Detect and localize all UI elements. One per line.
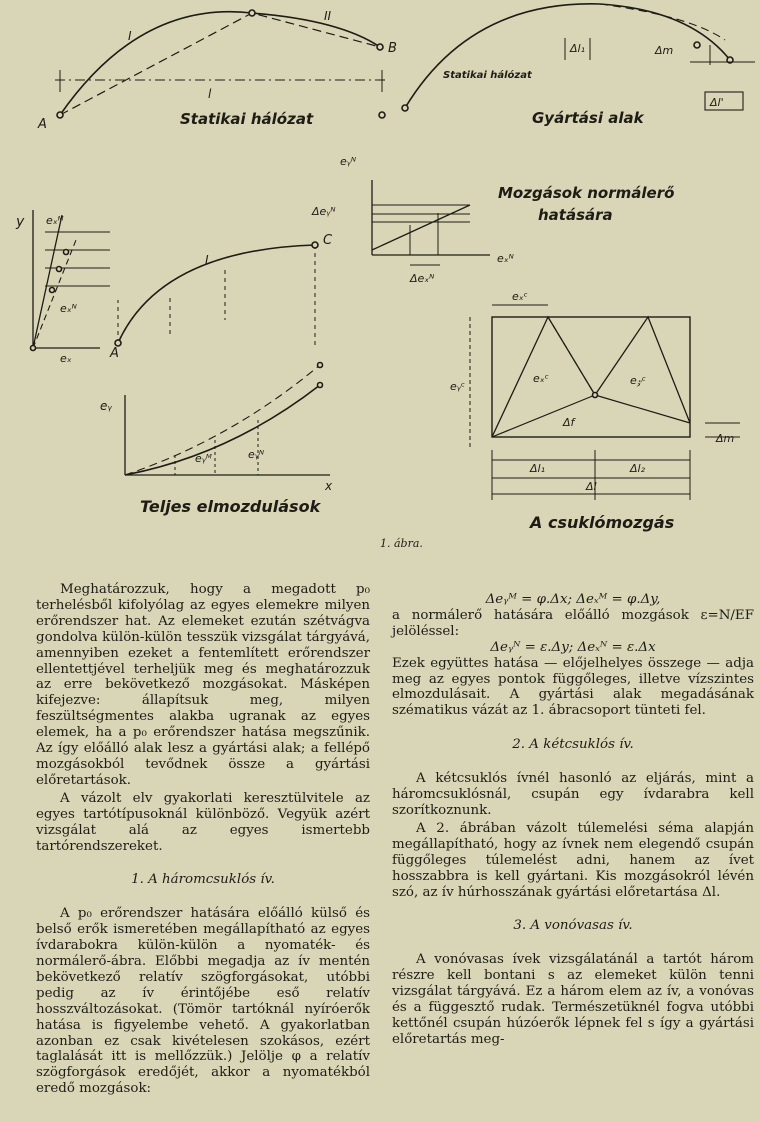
- label-span-l: l: [208, 87, 212, 101]
- paragraph: A p₀ erőrendszer hatására előálló külső és belső erők ismeretében megállapítható az egyes ívdarabokra külön-külön a nyomaték- és normálerő-ábra. Előbbi megadja az ív mentén bekövetkező relatív szögforgásokat, utóbbi pedig az ív érintőjébe eső relatív hosszváltozásokat. (Tömör tartóknál nyíróerők hatása is figyelembe vehető. A gyakorlatban azonban ez csak kivételesen szokásos, ezért taglalását itt is mellőzzük.) Jelölje φ a relatív szögforgások eredőjét, akkor a nyomatékból eredő mozgások:: [36, 906, 370, 1097]
- formula: Δeᵧᴺ = ε.Δy; Δeₓᴺ = ε.Δx: [490, 639, 656, 655]
- label-axis-exN: eₓᴺ: [497, 252, 514, 265]
- paragraph: A 2. ábrában vázolt túlemelési séma alapján megállapítható, hogy az ívnek nem elegendő csupán függőleges túlemelést adni, hanem az ívet hosszabbra is kell gyártani. Kis mozgásokról lévén szó, az ív húrhosszának gyártási előretartása Δl.: [392, 820, 754, 900]
- label-dexN: Δeₓᴺ: [410, 272, 435, 285]
- label-ezC: e𝓏ᶜ: [630, 374, 646, 387]
- label-axis-x: x: [325, 479, 333, 493]
- label-csuklomozgas: A csuklómozgás: [530, 513, 675, 532]
- label-point-a2: A: [110, 346, 119, 361]
- label-delta-m: Δm: [655, 44, 674, 57]
- label-statikai-halozat: Statikai hálózat: [180, 110, 314, 128]
- figure-1: [0, 0, 760, 560]
- label-deyN: Δeᵧᴺ: [312, 205, 336, 218]
- label-statikai-halozat-small: Statikai hálózat: [443, 70, 532, 81]
- paragraph: A vázolt elv gyakorlati keresztülvitele az egyes tartótípusoknál különböző. Vegyük azért vizsgálat alá az egyes ismertebb tartórendszereket.: [36, 790, 370, 854]
- section-heading: 1. A háromcsuklós ív.: [131, 872, 275, 888]
- label-delta-l-box: Δl': [710, 96, 724, 109]
- paragraph: Meghatározzuk, hogy a megadott p₀ terhelésből kifolyólag az egyes elemekre milyen erőrendszer hat. Az elemeket ezután szétvágva gondolva külön-külön tesszük vizsgálat tárgyává, amennyiben ezeket a fentemlített erőrendszer ellentettjével terheljük meg és meghatározzuk az erre bekövetkező mozgásokat. Másképen kifejezve: állapítsuk meg, milyen feszültségmentes alakba ugranak az egyes elemek, ha a p₀ erőrendszer hatása megszűnik. Az így előálló alak lesz a gyártási alak; a fellépő mozgásokból tevődnek össze a gyártási előretartások.: [36, 582, 370, 788]
- formula: Δeᵧᴹ = φ.Δx; Δeₓᴹ = φ.Δy,: [485, 592, 661, 607]
- label-roman-1: I: [128, 29, 132, 43]
- label-roman-1b: I: [205, 253, 209, 267]
- label-delta-m2: Δm: [716, 432, 735, 445]
- paragraph: Ezek együttes hatása — előjelhelyes összege — adja meg az egyes pontok függőleges, illetve vízszintes elmozdulásait. A gyártási alak megadásának szématikus vázát az 1. ábracsoport tünteti fel.: [392, 655, 754, 719]
- label-mozgasok-normalero: Mozgások normálerő: [498, 184, 675, 202]
- label-eyC: eᵧᶜ: [450, 380, 465, 393]
- label-delta-l-bottom: Δl: [586, 480, 597, 493]
- label-delta-l1: Δl₁: [570, 42, 585, 55]
- paragraph: A vonóvasas ívek vizsgálatánál a tartót három részre kell bontani s az elemeket külön tenni vizsgálat tárgyává. Ez a három elem az ív, a vonóvas és a függesztő rudak. Természetüknél fogva utóbbi kettőnél csupán húzóerők lépnek fel s így a gyártási előretartás meg-: [392, 952, 754, 1047]
- label-exM: eₓᴹ: [46, 214, 64, 227]
- label-axis-ey: eᵧ: [100, 399, 112, 413]
- section-heading: 2. A kétcsuklós ív.: [512, 737, 634, 753]
- figure-caption: 1. ábra.: [380, 537, 423, 550]
- label-point-a: A: [38, 117, 47, 132]
- label-axis-eyN: eᵧᴺ: [340, 155, 357, 168]
- label-hatasara: hatására: [538, 206, 613, 224]
- label-delta-l2-bottom: Δl₂: [630, 462, 645, 475]
- paragraph: a normálerő hatására előálló mozgások ε=N/EF jelöléssel:: [392, 607, 754, 639]
- paragraph: A kétcsuklós ívnél hasonló az eljárás, mint a háromcsuklósnál, csupán egy ívdarabra kell szorítkoznunk.: [392, 771, 754, 818]
- label-eyN: eᵧᴺ: [248, 448, 265, 461]
- label-point-c: C: [323, 233, 333, 248]
- figure-drawing: [0, 0, 760, 560]
- section-heading: 3. A vonóvasas ív.: [513, 918, 633, 934]
- label-exC2: eₓᶜ: [533, 372, 549, 385]
- label-point-b: B: [388, 41, 397, 56]
- label-axis-ex: eₓ: [60, 352, 72, 365]
- label-exC: eₓᶜ: [512, 290, 528, 303]
- label-teljes-elmozdulasok: Teljes elmozdulások: [140, 497, 321, 516]
- label-roman-2: II: [324, 9, 332, 23]
- label-eyM: eᵧᴹ: [195, 452, 212, 465]
- label-gyartasi-alak: Gyártási alak: [532, 109, 644, 127]
- label-axis-y: y: [16, 214, 25, 230]
- label-delta-f: Δf: [563, 416, 575, 429]
- left-column: [36, 582, 370, 1097]
- label-exN: eₓᴺ: [60, 302, 77, 315]
- label-delta-l1-bottom: Δl₁: [530, 462, 545, 475]
- right-column: [392, 582, 754, 1048]
